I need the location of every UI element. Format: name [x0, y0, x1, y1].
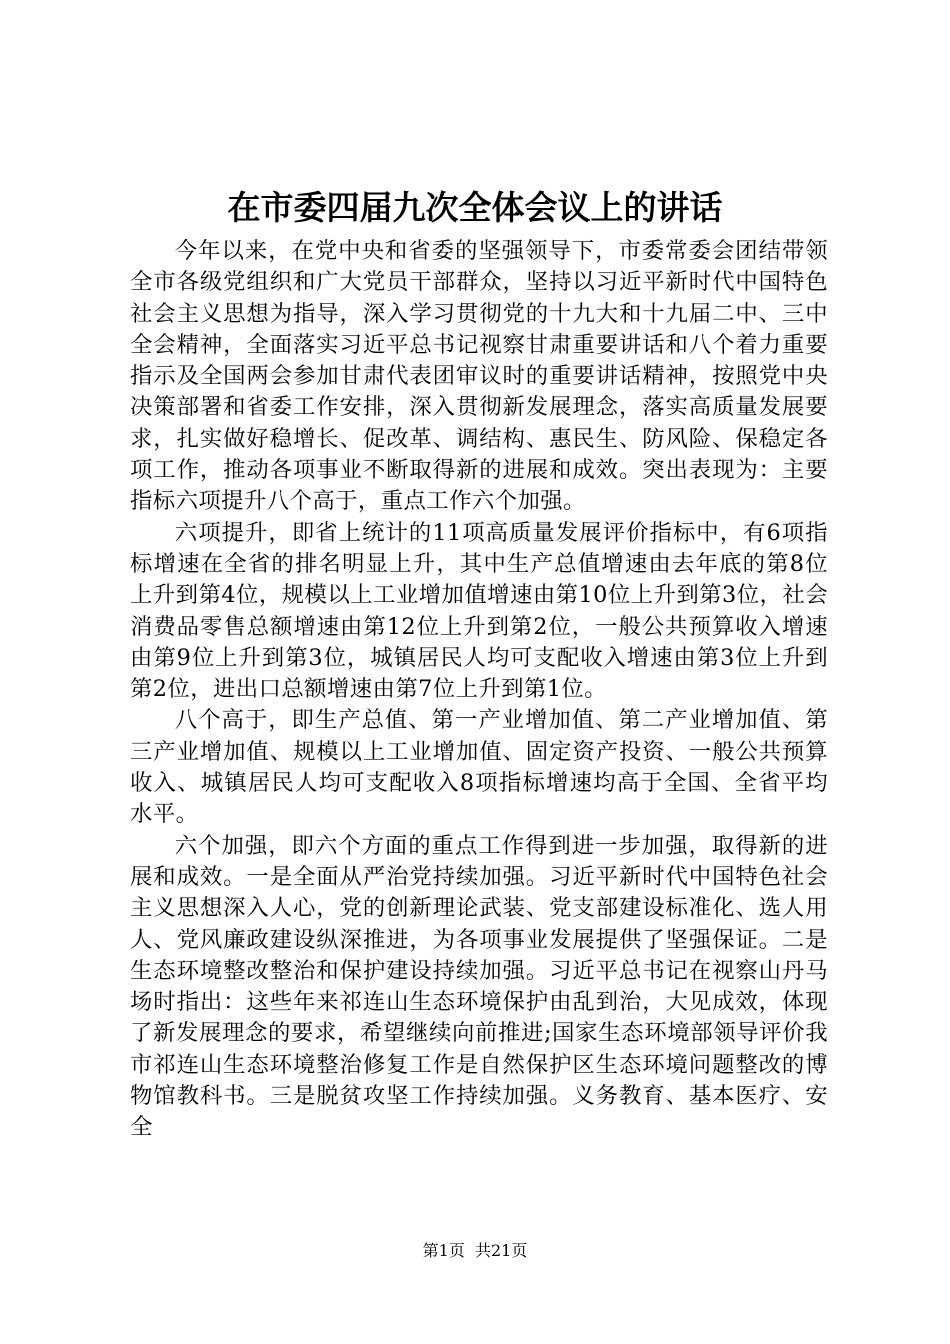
page-number-label: 第1页 共21页 [422, 1241, 528, 1260]
page-footer [0, 1240, 950, 1262]
paragraph-six-strengthen: 六个加强，即六个方面的重点工作得到进一步加强，取得新的进展和成效。一是全面从严治党持续加强。习近平新时代中国特色社会主义思想深入人心，党的创新理论武装、党支部建设标准化、选人用人、党风廉政建设纵深推进，为各项事业发展提供了坚强保证。二是生态环境整改整治和保护建设持续加强。习近平总书记在视察山丹马场时指出：这些年来祁连山生态环境保护由乱到治，大见成效，体现了新发展理念的要求，希望继续向前推进;国家生态环境部领导评价我市祁连山生态环境整治修复工作是自然保护区生态环境问题整改的博物馆教科书。三是脱贫攻坚工作持续加强。义务教育、基本医疗、安全 [130, 832, 828, 1141]
paragraph-intro: 今年以来，在党中央和省委的坚强领导下，市委常委会团结带领全市各级党组织和广大党员干部群众，坚持以习近平新时代中国特色社会主义思想为指导，深入学习贯彻党的十九大和十九届二中、三中全会精神，全面落实习近平总书记视察甘肃重要讲话和八个着力重要指示及全国两会参加甘肃代表团审议时的重要讲话精神，按照党中央决策部署和省委工作安排，深入贯彻新发展理念，落实高质量发展要求，扎实做好稳增长、促改革、调结构、惠民生、防风险、保稳定各项工作，推动各项事业不断取得新的进展和成效。突出表现为：主要指标六项提升八个高于，重点工作六个加强。 [130, 238, 828, 515]
paragraph-eight-higher: 八个高于，即生产总值、第一产业增加值、第二产业增加值、第三产业增加值、规模以上工业增加值、固定资产投资、一般公共预算收入、城镇居民人均可支配收入8项指标增速均高于全国、全省平均水平。 [130, 707, 828, 828]
paragraph-six-improvements: 六项提升，即省上统计的11项高质量发展评价指标中，有6项指标增速在全省的排名明显上升，其中生产总值增速由去年底的第8位上升到第4位，规模以上工业增加值增速由第10位上升到第3位，社会消费品零售总额增速由第12位上升到第2位，一般公共预算收入增速由第9位上升到第3位，城镇居民人均可支配收入增速由第3位上升到第2位，进出口总额增速由第7位上升到第1位。 [130, 519, 828, 703]
document-body [130, 236, 828, 1144]
document-title: 在市委四届九次全体会议上的讲话 [227, 188, 723, 227]
